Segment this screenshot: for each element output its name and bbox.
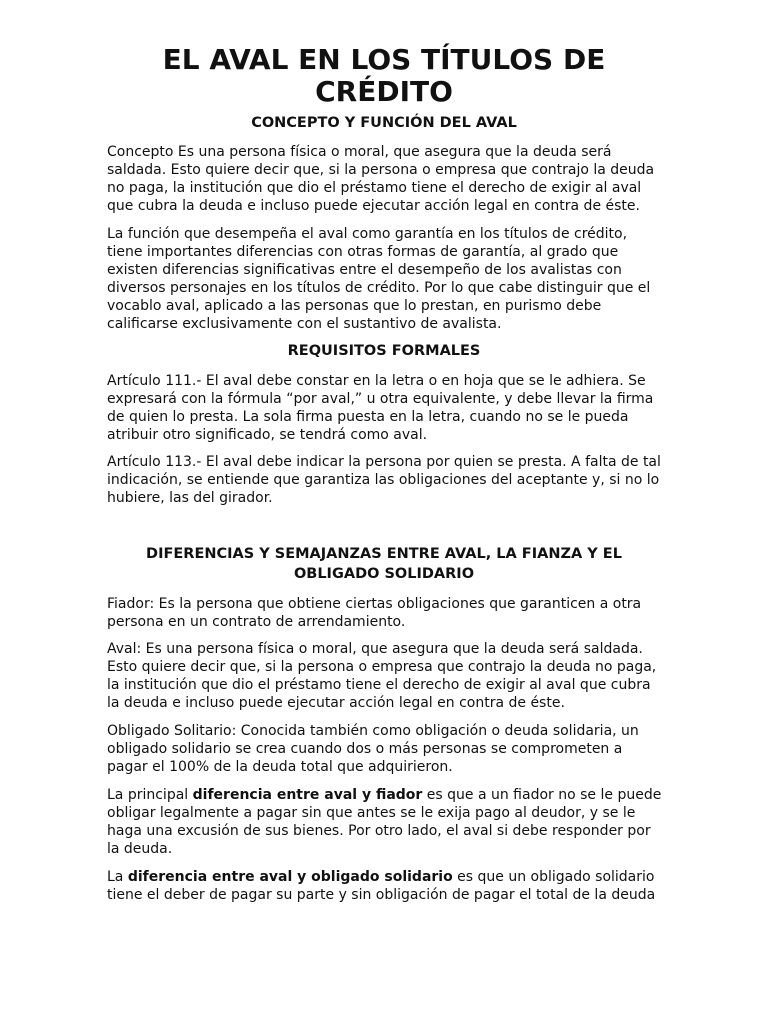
document-title: EL AVAL EN LOS TÍTULOS DE CRÉDITO — [162, 43, 606, 108]
bold-phrase: diferencia entre aval y fiador — [192, 787, 423, 803]
text-span: es que un obligado solidario tiene el deber de pagar su parte y sin obligación de pagar el total de la deuda — [107, 869, 656, 903]
paragraph-articulo-111: Artículo 111.- El aval debe constar en la letra o en hoja que se le adhiera. Se expresará con la fórmula “por aval,” u otra equivalente, y debe llevar la firma de quien lo presta. La sola firma puesta en la letra, cuando no se le pueda atribuir otro significado, se tendrá como aval. — [107, 373, 654, 443]
paragraph-fiador: Fiador: Es la persona que obtiene ciertas obligaciones que garanticen a otra persona en un contrato de arrendamiento. — [107, 596, 642, 630]
bold-phrase: diferencia entre aval y obligado solidario — [127, 869, 453, 885]
text-span: es que a un fiador no se le puede obligar legalmente a pagar sin que antes se le exija pago al deudor, y se le haga una excusión de sus bienes. Por otro lado, el aval si debe responder por la deuda. — [107, 787, 662, 857]
paragraph-diferencia-aval-obligado — [107, 868, 663, 904]
paragraph-diferencia-aval-fiador — [107, 786, 663, 858]
paragraph-articulo-113: Artículo 113.- El aval debe indicar la persona por quien se presta. A falta de tal indicación, se entiende que garantiza las obligaciones del aceptante y, si no lo hubiere, las del girador. — [107, 454, 661, 506]
heading-requisitos-formales: REQUISITOS FORMALES — [287, 343, 481, 359]
paragraph-concepto: Concepto Es una persona física o moral, que asegura que la deuda será saldada. Esto quiere decir que, si la persona o empresa que contrajo la deuda no paga, la institución que dio el préstamo tiene el derecho de exigir al aval que cubra la deuda e incluso puede ejecutar acción legal en contra de éste. — [107, 144, 655, 214]
paragraph-funcion: La función que desempeña el aval como garantía en los títulos de crédito, tiene importantes diferencias con otras formas de garantía, al grado que existen diferencias significativas entre el desempeño de los avalistas con diversos personajes en los títulos de crédito. Por lo que cabe distinguir que el vocablo aval, aplicado a las personas que lo prestan, en purismo debe calificarse exclusivamente con el sustantivo de avalista. — [107, 226, 651, 332]
text-span: La principal — [107, 787, 193, 803]
heading-diferencias-semejanzas: DIFERENCIAS Y SEMAJANZAS ENTRE AVAL, LA FIANZA Y EL OBLIGADO SOLIDARIO — [146, 546, 622, 582]
paragraph-obligado-solidario: Obligado Solitario: Conocida también como obligación o deuda solidaria, un obligado solidario se crea cuando dos o más personas se comprometen a pagar el 100% de la deuda total que adquirieron. — [107, 723, 639, 775]
heading-concepto-funcion: CONCEPTO Y FUNCIÓN DEL AVAL — [251, 115, 517, 131]
text-span: La — [107, 869, 128, 885]
paragraph-aval: Aval: Es una persona física o moral, que asegura que la deuda será saldada. Esto quiere decir que, si la persona o empresa que contrajo la deuda no paga, la institución que dio el préstamo tiene el derecho de exigir al aval que cubra la deuda e incluso puede ejecutar acción legal en contra de éste. — [107, 641, 657, 711]
